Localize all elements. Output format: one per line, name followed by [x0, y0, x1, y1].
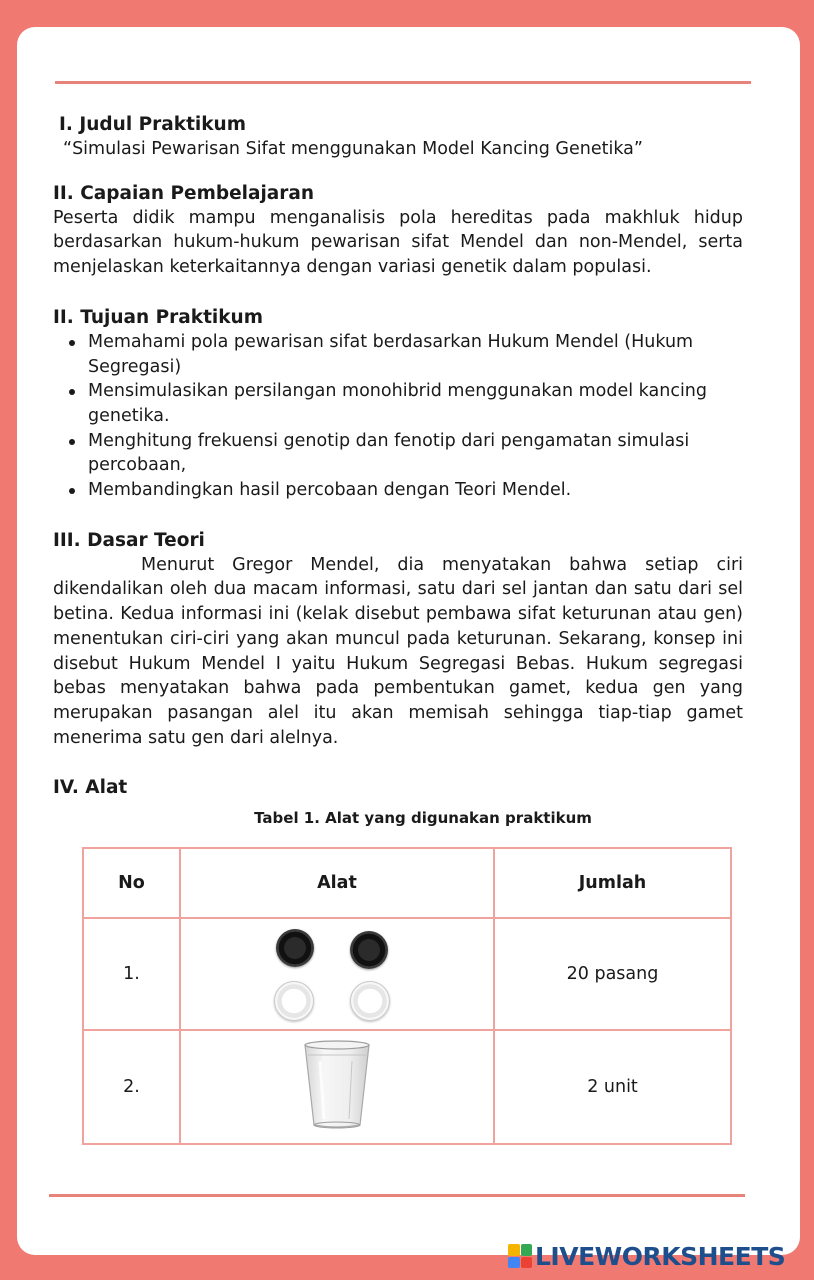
tools-table: [82, 847, 732, 1145]
section-heading-judul: I. Judul Praktikum: [59, 114, 247, 135]
section-heading-alat: IV. Alat: [53, 777, 128, 799]
liveworksheets-watermark[interactable]: [508, 1240, 785, 1272]
buttons-icon: [272, 929, 402, 1019]
worksheet-content: [53, 112, 743, 831]
column-header-jumlah: Jumlah: [494, 848, 731, 918]
row-number: 2.: [83, 1030, 180, 1144]
row-number: 1.: [83, 918, 180, 1030]
liveworksheets-logo-icon: [508, 1244, 532, 1268]
column-header-alat: Alat: [180, 848, 494, 918]
list-item: Menghitung frekuensi genotip dan fenotip dari pengamatan simulasi percobaan,: [88, 429, 743, 478]
dasar-teori-text: Menurut Gregor Mendel, dia menyatakan bahwa setiap ciri dikendalikan oleh dua macam informasi, satu dari sel jantan dan satu dari sel betina. Kedua informasi ini (kelak disebut pembawa sifat keturunan atau gen) menentukan ciri-ciri yang akan muncul pada keturunan. Sekarang, konsep ini disebut Hukum Mendel I yaitu Hukum Segregasi Bebas. Hukum segregasi bebas menyatakan bahwa pada pembentukan gamet, kedua gen yang merupakan pasangan alel itu akan memisah sehingga tiap-tiap gamet menerima satu gen dari alelnya.: [53, 554, 743, 748]
tool-image-cell: [180, 1030, 494, 1144]
tool-quantity: 2 unit: [494, 1030, 731, 1144]
black-button-icon: [350, 931, 388, 969]
tool-image-cell: [180, 918, 494, 1030]
column-header-no: No: [83, 848, 180, 918]
section-heading-dasar-teori: III. Dasar Teori: [53, 529, 205, 551]
top-divider: [55, 81, 751, 84]
tool-quantity: 20 pasang: [494, 918, 731, 1030]
worksheet-page: [17, 27, 800, 1255]
table-caption: Tabel 1. Alat yang digunakan praktikum: [254, 809, 592, 828]
practicum-title: “Simulasi Pewarisan Sifat menggunakan Model Kancing Genetika”: [63, 139, 643, 159]
plastic-cup-icon: [302, 1039, 372, 1131]
table-header-row: [83, 848, 731, 918]
list-item: Mensimulasikan persilangan monohibrid menggunakan model kancing genetika.: [88, 379, 743, 428]
watermark-text: LIVEWORKSHEETS: [535, 1241, 786, 1271]
bottom-divider: [49, 1194, 745, 1197]
goals-list: [53, 330, 743, 503]
white-button-icon: [350, 981, 390, 1021]
black-button-icon: [276, 929, 314, 967]
table-row: [83, 1030, 731, 1144]
list-item: Memahami pola pewarisan sifat berdasarkan Hukum Mendel (Hukum Segregasi): [88, 330, 743, 379]
section-heading-capaian: II. Capaian Pembelajaran: [53, 182, 315, 204]
list-item: Membandingkan hasil percobaan dengan Teori Mendel.: [88, 478, 743, 503]
section-heading-tujuan: II. Tujuan Praktikum: [53, 306, 264, 328]
white-button-icon: [274, 981, 314, 1021]
table-row: [83, 918, 731, 1030]
capaian-text: Peserta didik mampu menganalisis pola hereditas pada makhluk hidup berdasarkan hukum-hukum pewarisan sifat Mendel dan non-Mendel, serta menjelaskan keterkaitannya dengan variasi genetik dalam populasi.: [53, 207, 743, 278]
